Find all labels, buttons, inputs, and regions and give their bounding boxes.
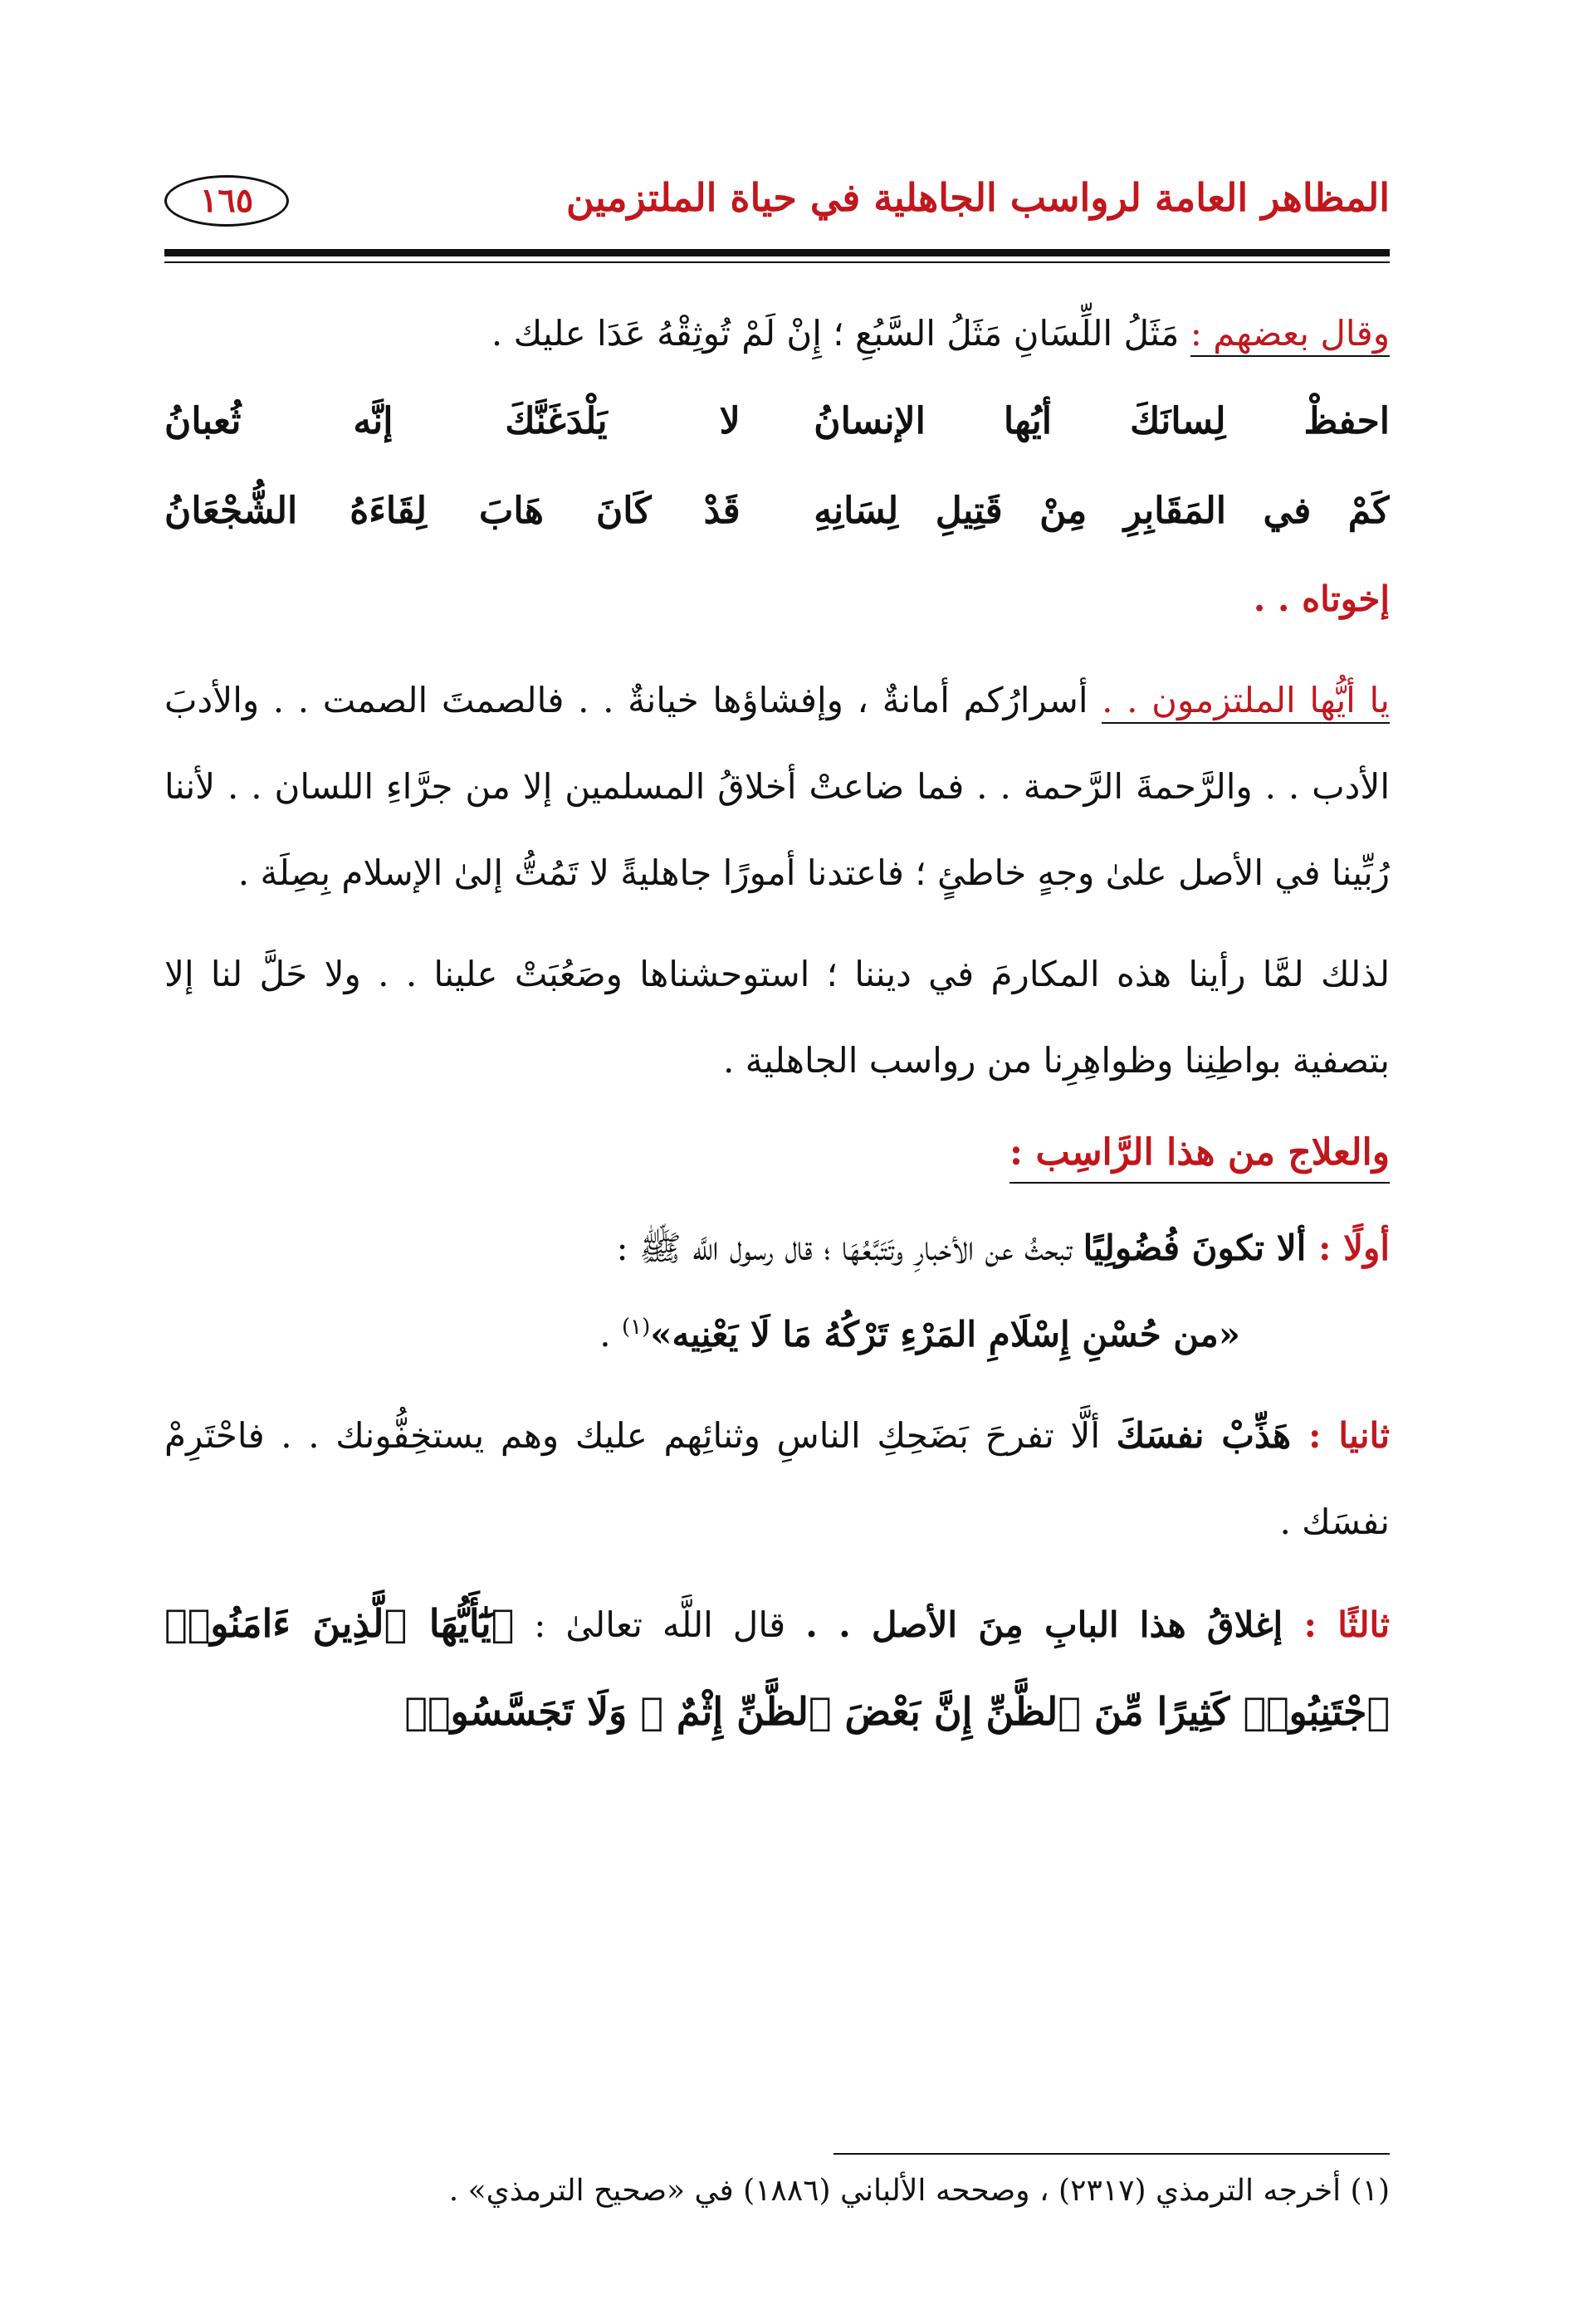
verse-1-first-half: احفظْ لِسانَكَ أيُها الإنسانُ <box>814 400 1390 442</box>
paragraph-saying <box>164 290 1390 377</box>
item-first-label: أولًا : <box>1317 1228 1390 1268</box>
item-first-bold: ألا تكونَ فُضُولِيًا <box>1083 1228 1318 1268</box>
chapter-title: المظاهر العامة لرواسب الجاهلية في حياة الملتزمين <box>566 175 1390 220</box>
spacer <box>164 1378 1390 1393</box>
quran-verse: ﴿يَٰٓأَيُّهَا ٱلَّذِينَ ءَامَنُوا۟ ٱجْتَنِبُوا۟ كَثِيرًا مِّنَ ٱلظَّنِّ إِنَّ بَعْضَ ٱلظَّنِّ إِثْمٌ ۖ وَلَا تَجَسَّسُوا۟ <box>164 1601 1390 1734</box>
item-second <box>164 1393 1390 1565</box>
committed-lead: يا أيُّها الملتزمون . . <box>1102 680 1390 724</box>
spacer <box>164 642 1390 657</box>
hadith-line <box>164 1291 1390 1378</box>
paragraph-therefore: لذلك لمَّا رأينا هذه المكارمَ في ديننا ؛ استوحشناها وصَعُبَتْ علينا . . ولا حَلَّ لنا إلا بتصفية بواطِنِنا وظواهِرِنا من رواسب الجاهلية . <box>164 954 1390 1081</box>
hadith-end: . <box>599 1314 622 1355</box>
page-number: ١٦٥ <box>199 181 254 220</box>
poem-verse-1 <box>164 377 1390 466</box>
spacer <box>164 1565 1390 1580</box>
item-third <box>164 1580 1390 1756</box>
poem <box>164 377 1390 556</box>
verse-1-second-half: لا يَلْدَغَنَّكَ إنَّه ثُعبانُ <box>164 400 741 442</box>
item-third-label: ثالثًا : <box>1303 1604 1391 1645</box>
item-third-bold: إغلاقُ هذا البابِ مِنَ الأصل . . <box>805 1604 1304 1645</box>
item-second-label: ثانيا : <box>1308 1415 1391 1456</box>
item-second-text: ألَّا تفرحَ بَضَحِكِ الناسِ وثنائِهم عليك وهم يستخِفُّونك . . فاحْتَرِمْ نفسَك . <box>164 1415 1390 1542</box>
footnote-rule <box>833 2153 1390 2155</box>
footnote: (١) أخرجه الترمذي (٢٣١٧) ، وصححه الألباني (١٨٨٦) في «صحيح الترمذي» . <box>448 2174 1390 2208</box>
header-rule-thin <box>164 261 1390 263</box>
item-first <box>164 1205 1390 1291</box>
header-rule-thick <box>164 249 1390 256</box>
remedy-heading: والعلاج من هذا الرَّاسِب : <box>1009 1124 1390 1184</box>
saying-lead: وقال بعضهم : <box>1190 313 1390 357</box>
item-second-bold: هَذِّبْ نفسَكَ <box>1116 1415 1308 1456</box>
committed-text: أسرارُكم أمانةٌ ، وإفشاؤها خيانةٌ . . فالصمتَ الصمت . . والأدبَ الأدب . . والرَّحمةَ الرَّحمة . . فما ضاعتْ أخلاقُ المسلمين إلا من جرَّاءِ اللسان . . لأننا رُبِّينا في الأصل علىٰ وجهٍ خاطئٍ ؛ فاعتدنا أمورًا جاهليةً لا تَمُتُّ إلىٰ الإسلام بِصِلَة . <box>164 680 1390 893</box>
brothers-line: إخوتاه . . <box>1253 579 1390 619</box>
poem-verse-2 <box>164 466 1390 556</box>
item-third-text: قال اللَّه تعالىٰ : <box>514 1604 806 1645</box>
running-header <box>164 170 1390 245</box>
main-text <box>164 290 1390 1756</box>
item-first-text: تبحثُ عن الأخبارِ وتَتَبَّعُهَا ؛ قال رسول اللَّه ﷺ : <box>616 1228 1083 1268</box>
hadith-text: «من حُسْنِ إِسْلَامِ المَرْءِ تَرْكُهُ مَا لَا يَعْنِيه» <box>650 1314 1240 1355</box>
saying-text: مَثَلُ اللِّسَانِ مَثَلُ السَّبُعِ ؛ إِنْ لَمْ تُوثِقْهُ عَدَا عليك . <box>491 313 1190 354</box>
footnote-marker: (١) <box>621 1315 651 1340</box>
spacer <box>164 916 1390 931</box>
verse-2-second-half: قَدْ كَانَ هَابَ لِقَاءَهُ الشُّجْعَانُ <box>164 490 741 532</box>
paragraph-committed <box>164 657 1390 916</box>
verse-2-first-half: كَمْ في المَقَابِرِ مِنْ قَتِيلِ لِسَانِهِ <box>814 490 1390 532</box>
page-number-badge <box>164 175 289 227</box>
